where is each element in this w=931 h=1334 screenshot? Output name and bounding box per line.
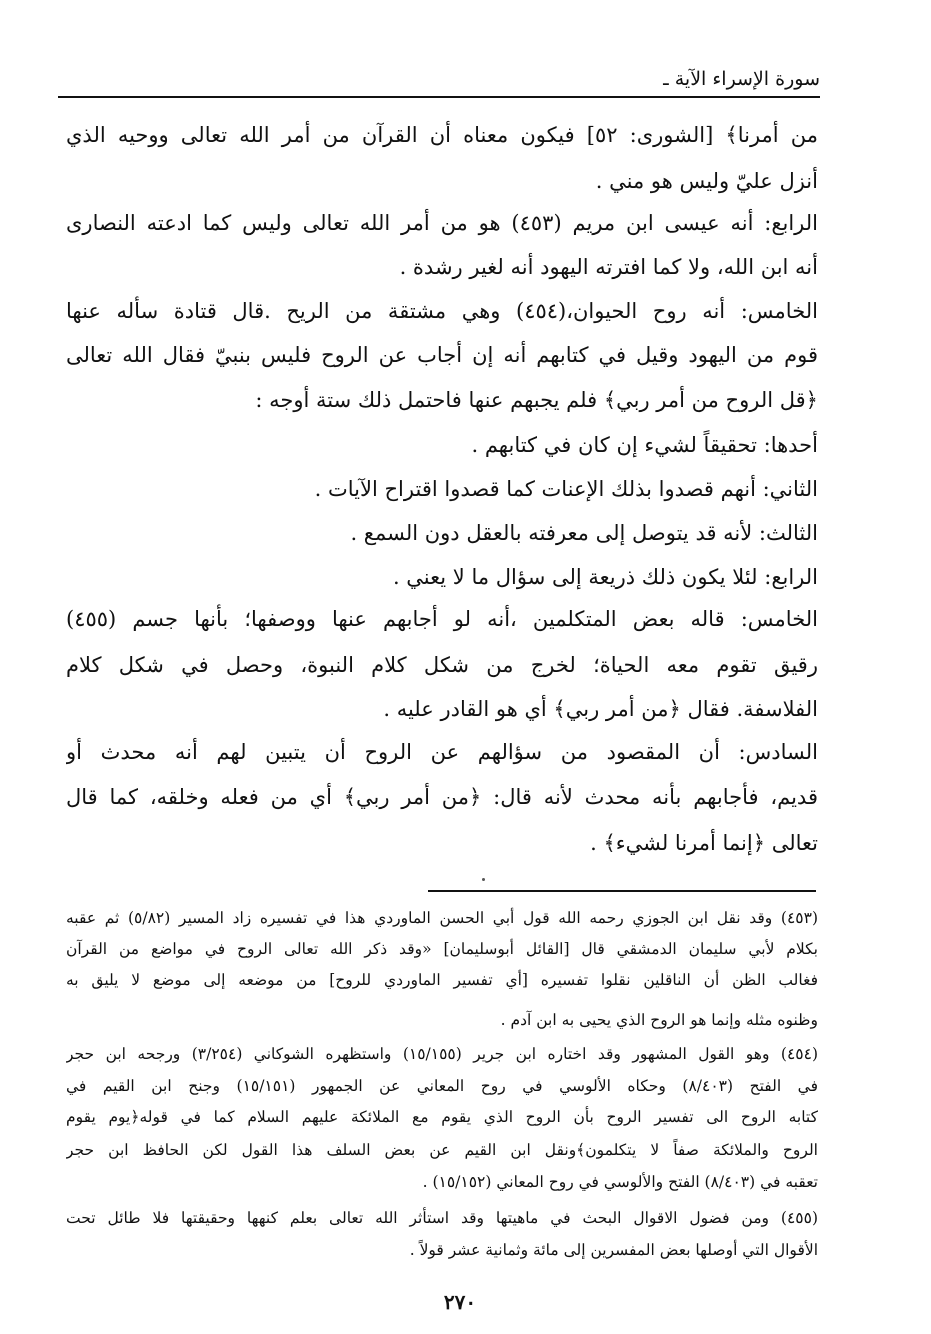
text-line: قوم من اليهود وقيل في كتابهم أنه إن أجاب عن الروح فليس بنبيّ فقال الله تعالى <box>66 343 818 367</box>
header-divider <box>58 96 820 98</box>
text-line: أحدها: تحقيقاً لشيء إن كان في كتابهم . <box>471 433 818 457</box>
running-header: سورة الإسراء الآية ـ <box>663 68 820 90</box>
text-line: الخامس: قاله بعض المتكلمين ،أنه لو أجابهم عنها ووصفها؛ بأنها جسم (٤٥٥) <box>66 607 818 631</box>
text-line: الرابع: لئلا يكون ذلك ذريعة إلى سؤال ما لا يعني . <box>392 565 818 589</box>
text-line: الفلاسفة. فقال ﴿من أمر ربي﴾ أي هو القادر عليه . <box>383 697 818 721</box>
text-line: من أمرنا﴾ [الشورى: ٥٢] فيكون معناه أن القرآن من أمر الله تعالى ووحيه الذي <box>66 123 818 147</box>
footnote-line: (٤٥٣) وقد نقل ابن الجوزي رحمه الله قول أبي الحسن الماوردي هذا في تفسيره زاد المسير (٥/٨٢) ثم عقبه <box>66 909 818 927</box>
footnote-line: كتابه الروح الى تفسير الروح بأن الروح الذي يقوم مع الملائكة عليهم السلام كما في قوله﴿يوم يقوم <box>66 1108 818 1126</box>
text-line: ﴿قل الروح من أمر ربي﴾ فلم يجبهم عنها فاحتمل ذلك ستة أوجه : <box>255 388 818 412</box>
footnote-line: فغالب الظن أن الناقلين نقلوا تفسيره [أي تفسير الماوردي للروح] من موضعه إلى موضع لا يليق به <box>66 971 818 989</box>
text-line: الرابع: أنه عيسى ابن مريم (٤٥٣) هو من أمر الله تعالى وليس كما ادعته النصارى <box>66 211 818 235</box>
text-line: الثالث: لأنه قد يتوصل إلى معرفته بالعقل دون السمع . <box>350 521 818 545</box>
footnote-line: الروح والملائكة صفاً لا يتكلمون﴾ونقل ابن القيم عن بعض السلف هذا القول لكن الحافظ ابن حجر <box>66 1141 818 1159</box>
text-line: رقيق تقوم معه الحياة؛ لخرج من شكل كلام النبوة، وحصل في شكل كلام <box>66 653 818 677</box>
text-line: تعالى ﴿إنما أمرنا لشيء﴾ . <box>590 831 818 855</box>
footnote-line: (٤٥٥) ومن فضول الاقوال البحث في ماهيتها وقد استأثر الله تعالى بعلم كنهها وحقيقتها فلا طائل تحت <box>66 1209 818 1227</box>
text-line: أنزل عليّ وليس هو مني . <box>595 169 818 193</box>
text-line: أنه ابن الله، ولا كما افترته اليهود أنه لغير رشدة . <box>399 255 818 279</box>
footnote-divider <box>428 890 816 892</box>
footnote-line: في الفتح (٨/٤٠٣) وحكاه الألوسي في روح المعاني عن الجمهور (١٥/١٥١) وجنح ابن القيم في <box>66 1077 818 1095</box>
footnote-line: (٤٥٤) وهو القول المشهور وقد اختاره ابن جرير (١٥/١٥٥) واستظهره الشوكاني (٣/٢٥٤) ورجحه ابن حجر <box>66 1045 818 1063</box>
text-line: السادس: أن المقصود من سؤالهم عن الروح أن يتبين لهم أنه محدث أو <box>66 740 818 764</box>
footnote-line: تعقبه في (٨/٤٠٣) الفتح والألوسي في روح المعاني (١٥/١٥٢) . <box>422 1173 818 1191</box>
footnote-line: بكلام لأبي سليمان الدمشقي قال [القائل أبوسليمان] «وقد ذكر الله تعالى الروح في مواضع من القرآن <box>66 940 818 958</box>
footnote-line: وظنوه مثله وإنما هو الروح الذي يحيى به ابن آدم . <box>500 1011 818 1029</box>
divider-dot <box>482 878 485 881</box>
footnote-line: الأقوال التي أوصلها بعض المفسرين إلى مائة وثمانية عشر قولاً . <box>409 1241 818 1259</box>
page-number: ٢٧٠ <box>443 1290 477 1314</box>
text-line: قديم، فأجابهم بأنه محدث لأنه قال: ﴿من أمر ربي﴾ أي من فعله وخلقه، كما قال <box>66 785 818 809</box>
text-line: الثاني: أنهم قصدوا بذلك الإعنات كما قصدوا اقتراح الآيات . <box>314 477 818 501</box>
text-line: الخامس: أنه روح الحيوان،(٤٥٤) وهي مشتقة من الريح .قال قتادة سأله عنها <box>66 299 818 323</box>
